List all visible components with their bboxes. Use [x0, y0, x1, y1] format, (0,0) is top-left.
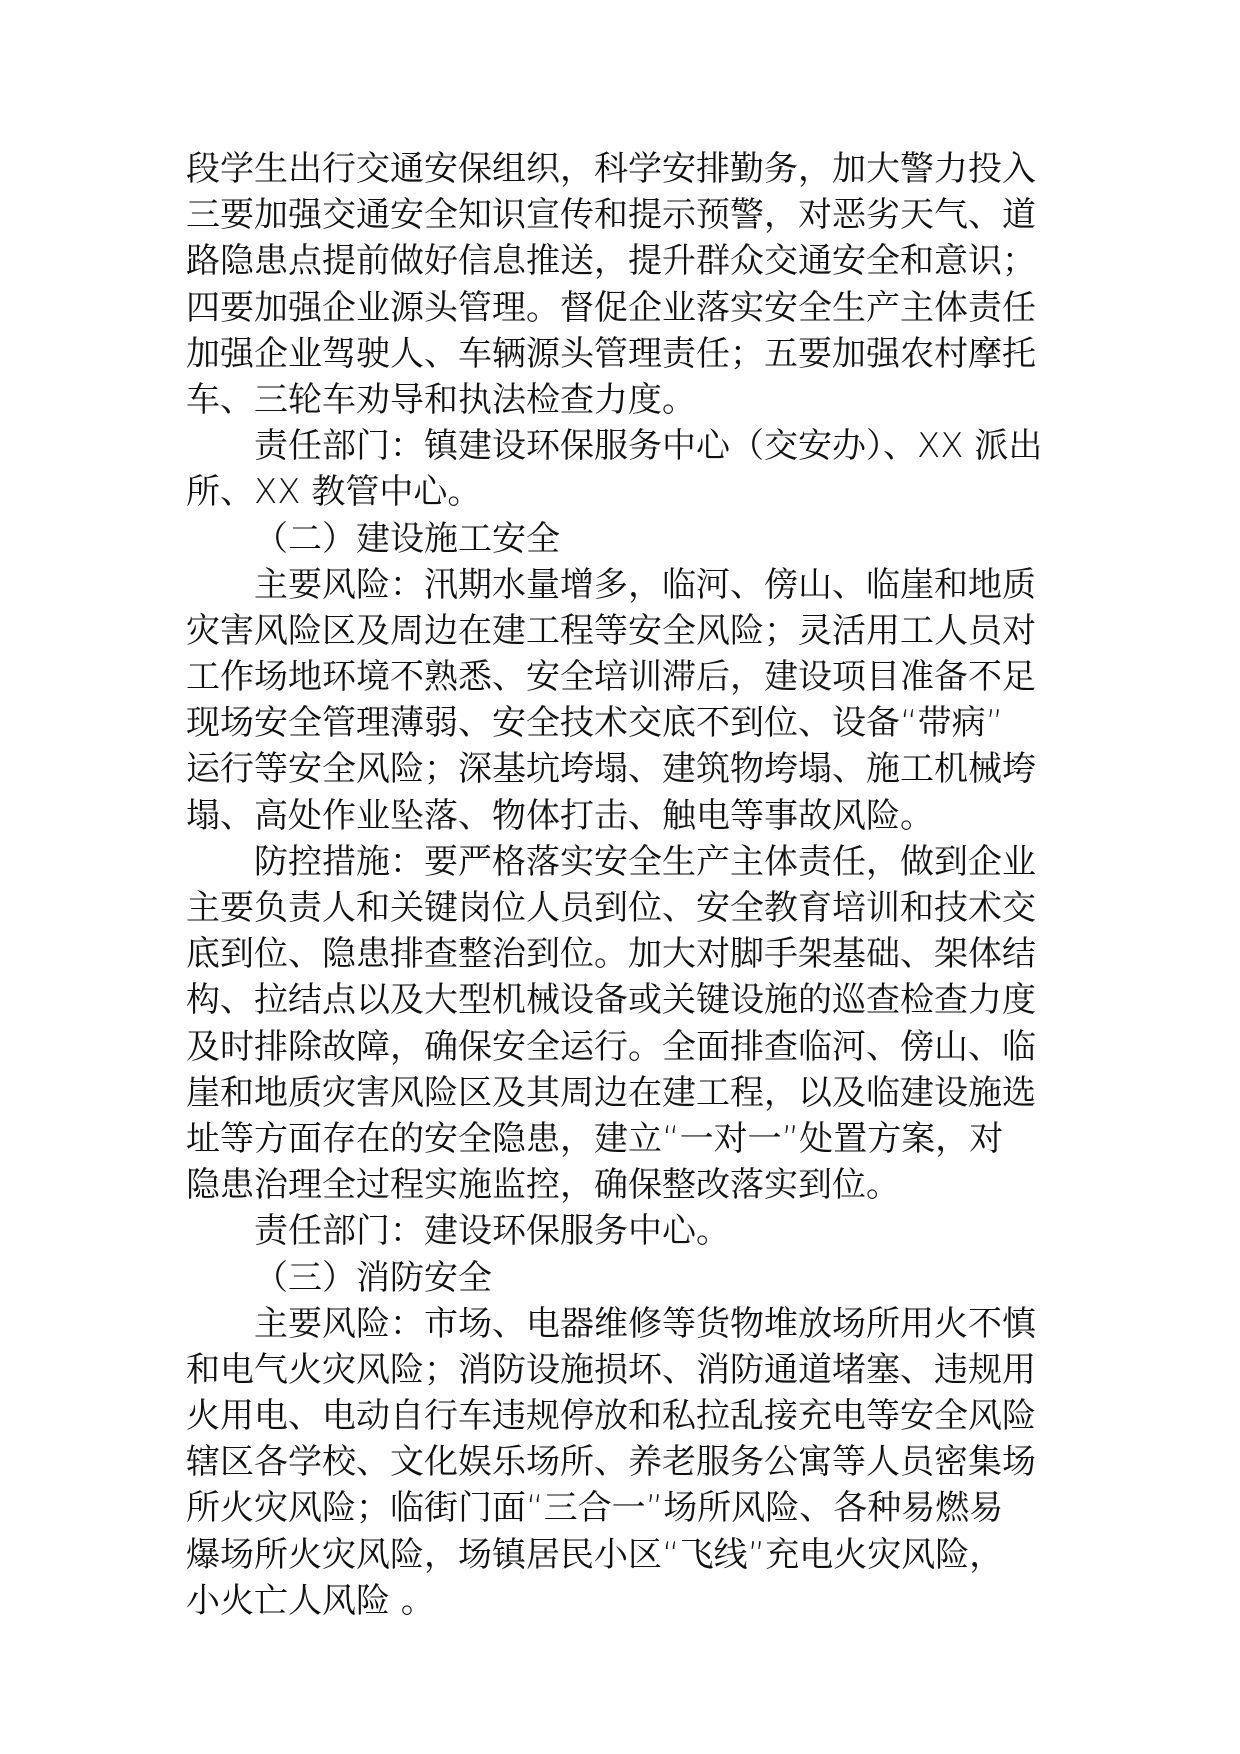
- text-line-8: 所、XX 教管中心。: [186, 472, 482, 513]
- text-line-17: 主要负责人和关键岗位人员到位、安全教育培训和技术交: [186, 888, 1036, 928]
- text-line-3: 路隐患点提前做好信息推送，提升群众交通安全和意识；: [186, 241, 1036, 282]
- text-line-29: 辖区各学校、文化娱乐场所、养老服务公寓等人员密集场: [186, 1442, 1036, 1483]
- text-line-18: 底到位、隐患排查整治到位。加大对脚手架基础、架体结: [186, 934, 1036, 975]
- section-heading-fire-safety: （三）消防安全: [254, 1257, 492, 1298]
- text-line-30: 所火灾风险；临街门面“三合一”场所风险、各种易燃易: [186, 1488, 1004, 1529]
- text-line-23: 隐患治理全过程实施监控，确保整改落实到位。: [186, 1165, 900, 1206]
- text-line-14: 运行等安全风险；深基坑垮塌、建筑物垮塌、施工机械垮: [186, 749, 1036, 790]
- responsible-dept-line-2: 责任部门：建设环保服务中心。: [254, 1211, 730, 1252]
- main-risk-line: 主要风险：汛期水量增多，临河、傍山、临崖和地质: [254, 564, 1036, 605]
- text-line-5: 加强企业驾驶人、车辆源头管理责任；五要加强农村摩托: [186, 333, 1036, 374]
- document-body: [186, 146, 1058, 1624]
- text-line-12: 工作场地环境不熟悉、安全培训滞后，建设项目准备不足: [186, 657, 1036, 698]
- text-line-21: 崖和地质灾害风险区及其周边在建工程，以及临建设施选: [186, 1072, 1036, 1113]
- text-line-15: 塌、高处作业坠落、物体打击、触电等事故风险。: [186, 795, 934, 836]
- text-line-11: 灾害风险区及周边在建工程等安全风险；灵活用工人员对: [186, 610, 1036, 651]
- section-heading-construction: （二）建设施工安全: [254, 518, 560, 559]
- text-line-13: 现场安全管理薄弱、安全技术交底不到位、设备“带病”: [186, 703, 1004, 744]
- text-line-31: 爆场所火灾风险，场镇居民小区“飞线”充电火灾风险，: [186, 1534, 1004, 1575]
- main-risk-line-2: 主要风险：市场、电器维修等货物堆放场所用火不慎: [254, 1303, 1036, 1344]
- text-line-4: 四要加强企业源头管理。督促企业落实安全生产主体责任: [186, 287, 1036, 328]
- text-line-20: 及时排除故障，确保安全运行。全面排查临河、傍山、临: [186, 1026, 1036, 1067]
- text-line-1: 段学生出行交通安保组织，科学安排勤务，加大警力投入: [186, 149, 1036, 189]
- text-line-27: 和电气火灾风险；消防设施损坏、消防通道堵塞、违规用: [186, 1349, 1036, 1390]
- text-line-28: 火用电、电动自行车违规停放和私拉乱接充电等安全风险: [186, 1396, 1036, 1437]
- control-measures-line: 防控措施：要严格落实安全生产主体责任，做到企业: [254, 841, 1036, 882]
- text-line-6: 车、三轮车劝导和执法检查力度。: [186, 379, 696, 420]
- responsible-dept-line: 责任部门：镇建设环保服务中心（交安办）、XX 派出: [254, 426, 1043, 467]
- text-line-22: 址等方面存在的安全隐患，建立“一对一”处置方案，对: [186, 1118, 1004, 1159]
- text-line-32: 小火亡人风险 。: [186, 1580, 435, 1621]
- text-line-2: 三要加强交通安全知识宣传和提示预警，对恶劣天气、道: [186, 195, 1036, 236]
- text-line-19: 构、拉结点以及大型机械设备或关键设施的巡查检查力度: [186, 980, 1036, 1021]
